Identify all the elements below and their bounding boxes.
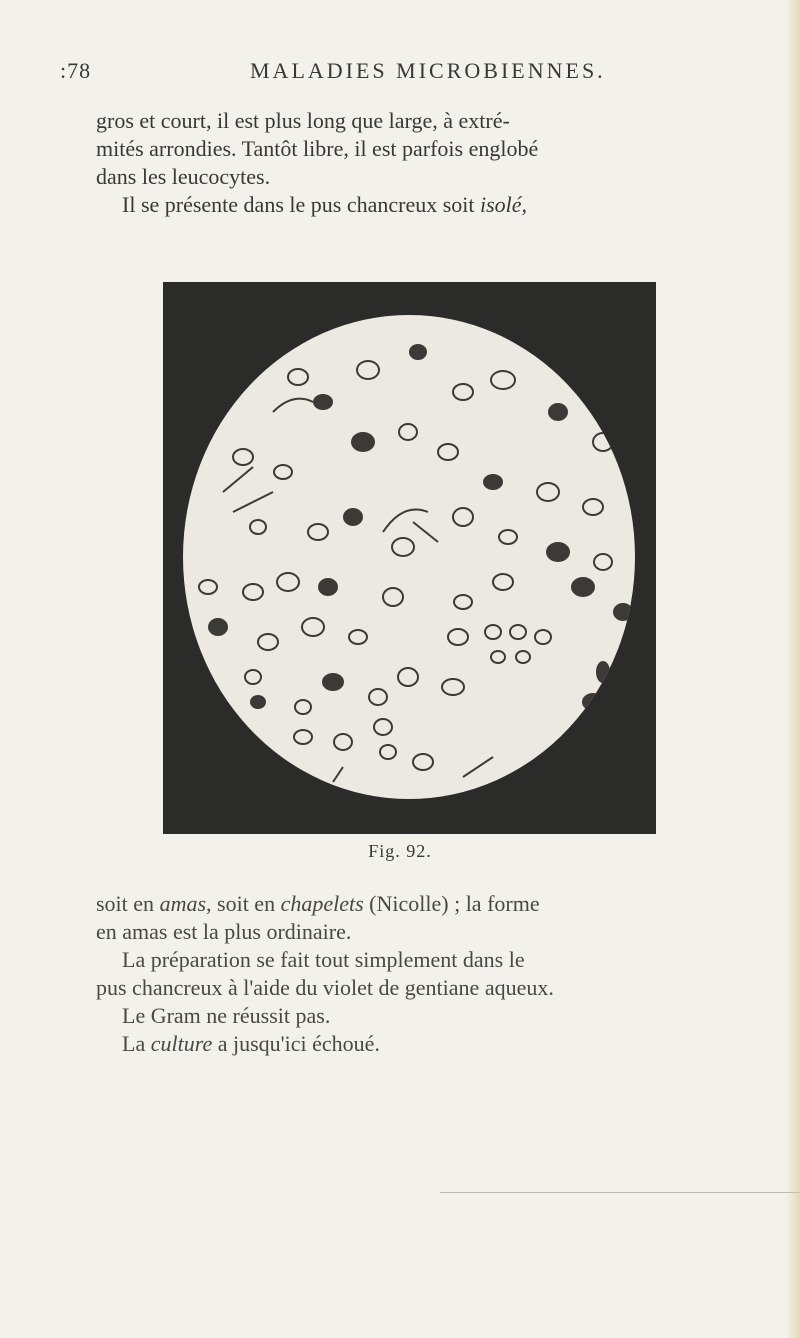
text-fragment: La bbox=[122, 1031, 151, 1056]
text-fragment: , soit en bbox=[206, 891, 281, 916]
paragraph-main bbox=[96, 890, 736, 1058]
figure-caption: Fig. 92. bbox=[368, 841, 432, 861]
italic-term: chapelets bbox=[280, 891, 364, 916]
paragraph-intro bbox=[96, 107, 736, 219]
italic-term: culture bbox=[150, 1031, 213, 1056]
text-line: en amas est la plus ordinaire. bbox=[96, 919, 352, 944]
text-line: mités arrondies. Tantôt libre, il est parfois englobé bbox=[96, 136, 539, 161]
microscope-field-illustration bbox=[163, 282, 656, 834]
running-head: MALADIES MICROBIENNES. bbox=[250, 58, 606, 83]
italic-term: isolé, bbox=[480, 192, 528, 217]
text-line: Le Gram ne réussit pas. bbox=[122, 1003, 331, 1028]
text-line: pus chancreux à l'aide du violet de gentiane aqueux. bbox=[96, 975, 554, 1000]
page-number: :78 bbox=[60, 58, 92, 83]
text-fragment: Il se présente dans le pus chancreux soit bbox=[122, 192, 480, 217]
text-line bbox=[96, 890, 736, 918]
text-fragment: (Nicolle) ; la forme bbox=[363, 891, 540, 916]
footer-rule bbox=[440, 1192, 800, 1193]
text-line: La préparation se fait tout simplement dans le bbox=[122, 947, 525, 972]
text-line bbox=[96, 191, 736, 219]
text-line bbox=[96, 1030, 736, 1058]
page-edge-shadow bbox=[786, 0, 800, 1338]
text-fragment: a jusqu'ici échoué. bbox=[212, 1031, 380, 1056]
text-line: dans les leucocytes. bbox=[96, 164, 271, 189]
text-fragment: soit en bbox=[96, 891, 160, 916]
page-header bbox=[60, 58, 740, 92]
microscope-figure bbox=[163, 282, 656, 834]
text-line: gros et court, il est plus long que large, à extré- bbox=[96, 108, 510, 133]
italic-term: amas bbox=[159, 891, 207, 916]
